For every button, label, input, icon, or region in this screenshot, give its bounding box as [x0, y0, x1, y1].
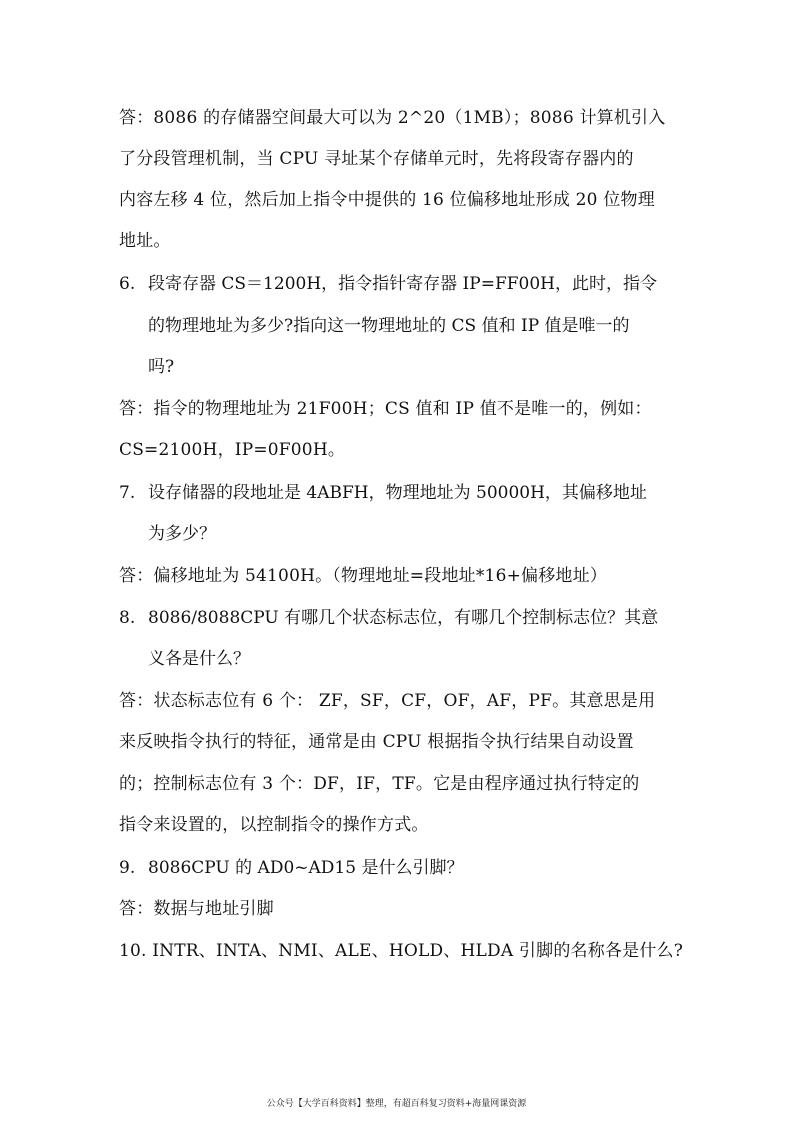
answer8-line-4: 指令来设置的，以控制指令的操作方式。	[119, 815, 429, 835]
question6-line-2: 的物理地址为多少?指向这一物理地址的 CS 值和 IP 值是唯一的	[148, 316, 630, 336]
question6-line-3: 吗?	[148, 357, 175, 377]
question8-line-1: 8086/8088CPU 有哪几个状态标志位，有哪几个控制标志位？其意	[148, 608, 659, 628]
question6-number: 6.	[119, 274, 136, 294]
question7-line-2: 为多少？	[148, 524, 216, 544]
answer5-line-4: 地址。	[119, 231, 171, 251]
page-footer: 公众号【大学百科资料】整理，有超百科复习资料+海量网课资源	[266, 1099, 527, 1109]
answer8-line-1: 答：状态标志位有 6 个： ZF，SF，CF，OF，AF，PF。其意思是用	[119, 691, 656, 711]
question7-line-1: 设存储器的段地址是 4ABFH，物理地址为 50000H，其偏移地址	[148, 483, 647, 503]
answer6-line-2: CS=2100H，IP=0F00H。	[119, 440, 346, 460]
answer5-line-2: 了分段管理机制，当 CPU 寻址某个存储单元时，先将段寄存器内的	[119, 149, 634, 169]
answer8-line-2: 来反映指令执行的特征，通常是由 CPU 根据指令执行结果自动设置	[119, 732, 634, 752]
question9-number: 9.	[119, 858, 136, 878]
question7-number: 7.	[119, 483, 136, 503]
answer7-line-1: 答：偏移地址为 54100H。（物理地址=段地址*16+偏移地址）	[119, 566, 608, 586]
question6-line-1: 段寄存器 CS＝1200H，指令指针寄存器 IP=FF00H，此时，指令	[148, 274, 657, 294]
answer6-line-1: 答：指令的物理地址为 21F00H；CS 值和 IP 值不是唯一的，例如：	[119, 399, 652, 419]
answer5-line-1: 答：8086 的存储器空间最大可以为 2^20（1MB）；8086 计算机引入	[119, 108, 666, 128]
question8-number: 8.	[119, 608, 136, 628]
question8-line-2: 义各是什么？	[148, 649, 250, 669]
question10-line-1: 10. INTR、INTA、NMI、ALE、HOLD、HLDA 引脚的名称各是什么?	[119, 941, 684, 961]
answer8-line-3: 的；控制标志位有 3 个：DF，IF，TF。它是由程序通过执行特定的	[119, 774, 640, 794]
question9-line-1: 8086CPU 的 AD0~AD15 是什么引脚？	[148, 858, 464, 878]
answer9-line-1: 答：数据与地址引脚	[119, 899, 274, 919]
answer5-line-3: 内容左移 4 位，然后加上指令中提供的 16 位偏移地址形成 20 位物理	[119, 190, 655, 210]
